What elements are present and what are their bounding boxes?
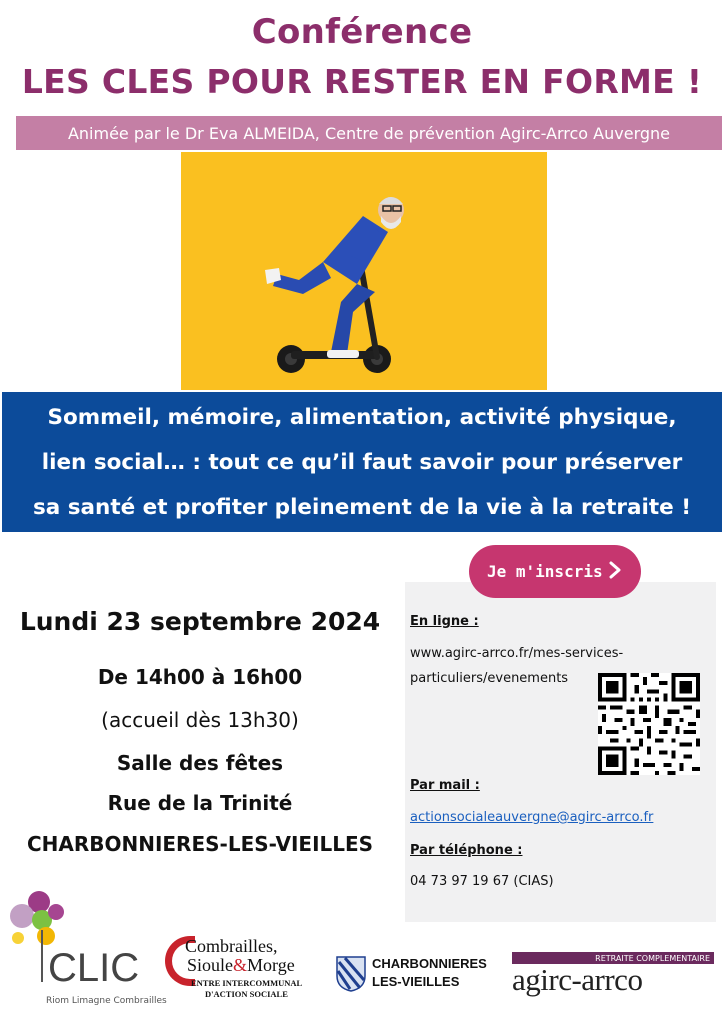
clic-logo (6, 890, 167, 1014)
online-url-line: particuliers/evenements (410, 671, 569, 686)
agirc-tag: RETRAITE COMPLEMENTAIRE (512, 952, 714, 964)
speaker-band (16, 116, 722, 150)
ccsm-logo (165, 936, 325, 1014)
clic-subtitle: Riom Limagne Combrailles (46, 996, 167, 1006)
speaker-text: Animée par le Dr Eva ALMEIDA, Centre de prévention Agirc-Arrco Auvergne (67, 123, 671, 143)
town-shield-icon (336, 956, 366, 992)
event-street: Rue de la Trinité (107, 791, 293, 815)
town-logo (336, 954, 506, 998)
event-venue: Salle des fêtes (116, 751, 284, 775)
event-welcome: (accueil dès 13h30) (101, 708, 299, 732)
page-title: LES CLES POUR RESTER EN FORME ! (21, 62, 703, 101)
agirc-arrco-logo (512, 952, 714, 1000)
online-url-line: www.agirc-arrco.fr/mes-services- (410, 646, 624, 661)
ccsm-ampersand: & (233, 955, 248, 975)
event-date: Lundi 23 septembre 2024 (19, 607, 381, 636)
qr-code-image (598, 673, 700, 775)
topics-banner (2, 392, 722, 532)
agirc-name: agirc-arrco (512, 962, 643, 997)
town-line2: LES-VIEILLES (372, 974, 460, 989)
register-button[interactable] (469, 545, 641, 598)
phone-number: 04 73 97 19 67 (CIAS) (410, 874, 554, 889)
topics-line: lien social… : tout ce qu’il faut savoir pour préserver (41, 450, 683, 475)
conference-label: Conférence (251, 12, 473, 52)
clic-name: CLIC (48, 946, 140, 990)
online-label: En ligne : (410, 614, 479, 629)
ccsm-sioule: Sioule (187, 955, 234, 975)
mail-link[interactable]: actionsocialeauvergne@agirc-arrco.fr (410, 810, 654, 825)
event-city: CHARBONNIERES-LES-VIEILLES (26, 832, 374, 856)
ccsm-sub2: D'ACTION SOCIALE (205, 989, 288, 999)
partner-logos (0, 888, 724, 1024)
register-button-label: Je m'inscris (487, 562, 603, 581)
ccsm-morge: Morge (247, 955, 295, 975)
hero-image (181, 152, 547, 390)
ccsm-line2 (187, 955, 295, 976)
phone-label: Par téléphone : (410, 843, 523, 858)
ccsm-sub1: ENTRE INTERCOMMUNAL (191, 978, 303, 988)
man-on-scooter-illustration (181, 152, 547, 390)
chevron-right-icon (605, 559, 625, 581)
ccsm-line1: Combrailles, (185, 936, 278, 956)
town-line1: CHARBONNIERES (372, 956, 487, 971)
qr-code[interactable] (598, 673, 700, 775)
topics-line: sa santé et profiter pleinement de la vie à la retraite ! (32, 495, 692, 520)
topics-line: Sommeil, mémoire, alimentation, activité physique, (47, 405, 677, 430)
event-time: De 14h00 à 16h00 (97, 665, 303, 689)
mail-label: Par mail : (410, 778, 480, 793)
